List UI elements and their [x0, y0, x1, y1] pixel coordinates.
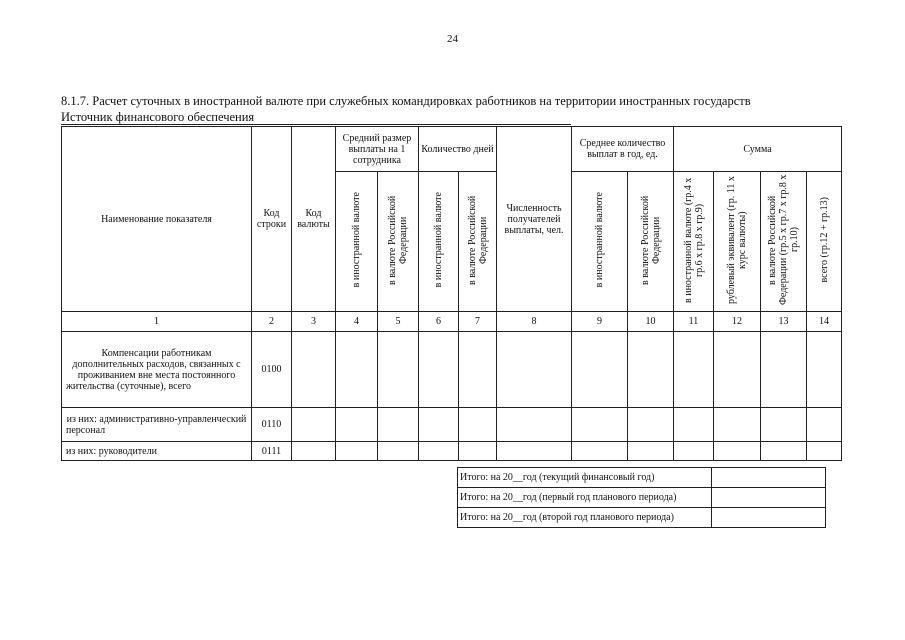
funding-source-label: Источник финансового обеспечения: [61, 110, 255, 124]
data-cell[interactable]: [807, 442, 842, 461]
data-cell[interactable]: [459, 442, 497, 461]
data-cell[interactable]: [572, 442, 628, 461]
table-row: [62, 332, 842, 408]
data-cell[interactable]: [761, 442, 807, 461]
totals-row: [458, 508, 826, 528]
totals-label-second: Итого: на 20__год (второй год планового периода): [458, 508, 712, 528]
sub-avg-foreign: в иностранной валюте: [336, 172, 378, 312]
row-code: 0110: [252, 408, 292, 442]
row-name: Компенсации работникам дополнительных расходов, связанных с проживанием вне места постоянного жительства (суточные), всего: [62, 332, 252, 408]
col-num: 7: [459, 312, 497, 332]
col-num: 9: [572, 312, 628, 332]
col-num: 1: [62, 312, 252, 332]
header-name: Наименование показателя: [62, 127, 252, 312]
header-code-row: Код строки: [252, 127, 292, 312]
data-cell[interactable]: [674, 408, 714, 442]
data-cell[interactable]: [628, 408, 674, 442]
sub-count-rub: в валюте Российской Федерации: [628, 172, 674, 312]
totals-label-first: Итого: на 20__год (первый год планового периода): [458, 488, 712, 508]
data-cell[interactable]: [674, 442, 714, 461]
data-cell[interactable]: [292, 408, 336, 442]
data-cell[interactable]: [292, 442, 336, 461]
data-cell[interactable]: [497, 408, 572, 442]
sub-sum-foreign: в иностранной валюте (гр.4 х гр.6 х гр.8 х гр.9): [674, 172, 714, 312]
header-avg-count: Среднее количество выплат в год, ед.: [572, 127, 674, 172]
sub-sum-rub: в валюте Российской Федерации (гр.5 х гр.7 х гр.8 х гр.10): [761, 172, 807, 312]
totals-table: [457, 467, 826, 528]
funding-source-underline: [61, 124, 571, 125]
data-cell[interactable]: [807, 408, 842, 442]
sub-days-foreign: в иностранной валюте: [419, 172, 459, 312]
data-cell[interactable]: [714, 332, 761, 408]
data-cell[interactable]: [628, 332, 674, 408]
data-cell[interactable]: [378, 442, 419, 461]
totals-value-cell[interactable]: [712, 468, 826, 488]
data-cell[interactable]: [714, 408, 761, 442]
data-cell[interactable]: [378, 332, 419, 408]
col-num: 14: [807, 312, 842, 332]
data-cell[interactable]: [761, 408, 807, 442]
col-num: 11: [674, 312, 714, 332]
sub-avg-rub: в валюте Российской Федерации: [378, 172, 419, 312]
totals-row: [458, 488, 826, 508]
col-num: 4: [336, 312, 378, 332]
header-row-groups: [62, 127, 842, 172]
header-avg-payment: Средний размер выплаты на 1 сотрудника: [336, 127, 419, 172]
sub-total: всего (гр.12 + гр.13): [807, 172, 842, 312]
sub-days-rub: в валюте Российской Федерации: [459, 172, 497, 312]
data-cell[interactable]: [378, 408, 419, 442]
data-cell[interactable]: [497, 442, 572, 461]
header-code-currency: Код валюты: [292, 127, 336, 312]
header-recipients: Численность получателей выплаты, чел.: [497, 127, 572, 312]
table-row: [62, 442, 842, 461]
table-row: [62, 408, 842, 442]
data-cell[interactable]: [572, 332, 628, 408]
data-cell[interactable]: [714, 442, 761, 461]
data-cell[interactable]: [292, 332, 336, 408]
totals-value-cell[interactable]: [712, 508, 826, 528]
per-diem-table: [61, 126, 842, 461]
data-cell[interactable]: [807, 332, 842, 408]
data-cell[interactable]: [628, 442, 674, 461]
col-num: 6: [419, 312, 459, 332]
col-num: 13: [761, 312, 807, 332]
data-cell[interactable]: [336, 442, 378, 461]
sub-rub-equiv: рублевый эквивалент (гр. 11 х курс валюты): [714, 172, 761, 312]
totals-row: [458, 468, 826, 488]
col-num: 3: [292, 312, 336, 332]
col-num: 8: [497, 312, 572, 332]
row-code: 0100: [252, 332, 292, 408]
data-cell[interactable]: [459, 408, 497, 442]
row-name: из них: административно-управленческий персонал: [62, 408, 252, 442]
data-cell[interactable]: [497, 332, 572, 408]
data-cell[interactable]: [336, 332, 378, 408]
col-num: 2: [252, 312, 292, 332]
header-days: Количество дней: [419, 127, 497, 172]
data-cell[interactable]: [572, 408, 628, 442]
column-numbers-row: [62, 312, 842, 332]
data-cell[interactable]: [674, 332, 714, 408]
sub-count-foreign: в иностранной валюте: [572, 172, 628, 312]
data-cell[interactable]: [761, 332, 807, 408]
col-num: 12: [714, 312, 761, 332]
totals-label-current: Итого: на 20__год (текущий финансовый год): [458, 468, 712, 488]
totals-value-cell[interactable]: [712, 488, 826, 508]
col-num: 5: [378, 312, 419, 332]
data-cell[interactable]: [419, 408, 459, 442]
data-cell[interactable]: [419, 332, 459, 408]
row-name: из них: руководители: [62, 442, 252, 461]
data-cell[interactable]: [419, 442, 459, 461]
col-num: 10: [628, 312, 674, 332]
data-cell[interactable]: [459, 332, 497, 408]
page-number: 24: [447, 33, 458, 45]
section-heading: 8.1.7. Расчет суточных в иностранной валюте при служебных командировках работников на территории иностранных государств: [61, 94, 751, 108]
row-code: 0111: [252, 442, 292, 461]
data-cell[interactable]: [336, 408, 378, 442]
header-sum: Сумма: [674, 127, 842, 172]
